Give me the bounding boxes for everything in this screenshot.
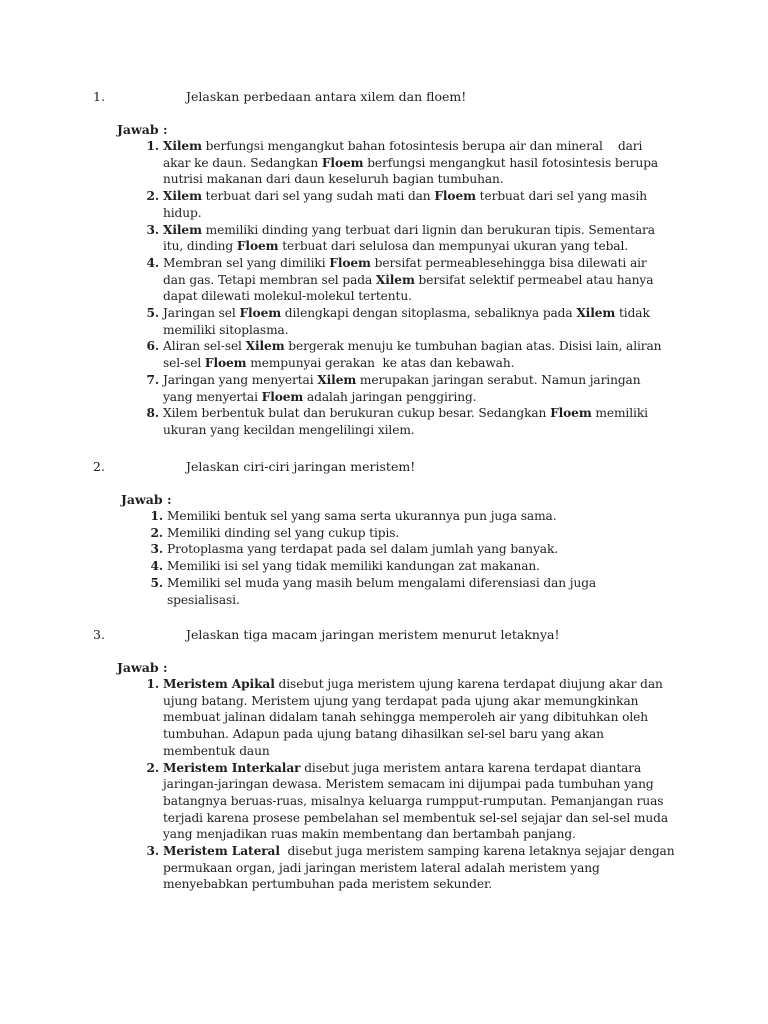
answer-number: 1. bbox=[150, 509, 163, 523]
answer-number: 5. bbox=[150, 575, 163, 590]
answer-text: tumbuhan. Adapun pada ujung batang dihasilkan sel-sel baru yang akan bbox=[163, 727, 604, 742]
answer-text: jaringan-jaringan dewasa. Meristem semacam ini dijumpai pada tumbuhan yang bbox=[163, 777, 654, 792]
answer-text: Xilem berbentuk bulat dan berukuran cukup besar. Sedangkan bbox=[163, 406, 551, 421]
question-3-answer-label: Jawab : bbox=[117, 660, 168, 675]
answer-number: 2. bbox=[150, 525, 163, 540]
answer-item bbox=[150, 508, 687, 525]
answer-text: menyebabkan pertumbuhan pada meristem sekunder. bbox=[163, 877, 493, 892]
answer-item bbox=[150, 575, 687, 608]
answer-text: spesialisasi. bbox=[167, 592, 240, 607]
answer-text: bersifat permeablesehingga bisa dilewati air bbox=[370, 255, 647, 270]
answer-text: Membran sel yang dimiliki bbox=[163, 255, 330, 270]
answer-item bbox=[146, 405, 703, 438]
answer-text: membentuk daun bbox=[163, 743, 270, 758]
answer-text: memiliki dinding yang terbuat dari lignin dan berukuran tipis. Sementara bbox=[201, 222, 655, 237]
question-2-number: 2. bbox=[93, 459, 105, 474]
answer-text: merupakan jaringan serabut. Namun jaringan bbox=[356, 372, 641, 387]
answer-number: 3. bbox=[150, 542, 163, 557]
answer-number: 3. bbox=[146, 222, 159, 237]
answer-text: batangnya beruas-ruas, misalnya keluarga rumpput-rumputan. Pemanjangan ruas bbox=[163, 793, 664, 808]
answer-text: disebut juga meristem samping karena letaknya sejajar dengan bbox=[279, 844, 675, 859]
answer-text: akar ke daun. Sedangkan bbox=[163, 155, 322, 170]
answer-text: nutrisi makanan dari daun keseluruh bagian tumbuhan. bbox=[163, 172, 504, 187]
answer-text: Jaringan sel bbox=[163, 306, 240, 321]
answer-number: 7. bbox=[146, 372, 159, 387]
answer-item bbox=[146, 676, 723, 760]
question-3-text: Jelaskan tiga macam jaringan meristem menurut letaknya! bbox=[186, 627, 560, 642]
answer-text: permukaan organ, jadi jaringan meristem lateral adalah meristem yang bbox=[163, 860, 600, 875]
answer-bold-term: Xilem bbox=[576, 306, 616, 321]
answer-item bbox=[146, 188, 703, 221]
answer-number: 2. bbox=[146, 760, 159, 775]
answer-text: memiliki sitoplasma. bbox=[163, 322, 289, 337]
answer-text: ujung batang. Meristem ujung yang terdapat pada ujung akar memungkinkan bbox=[163, 693, 639, 708]
answer-bold-term: Meristem Lateral bbox=[163, 844, 280, 859]
answer-text: Memiliki bentuk sel yang sama serta ukurannya pun juga sama. bbox=[167, 509, 557, 523]
answer-text: berfungsi mengangkut hasil fotosintesis berupa bbox=[363, 155, 659, 170]
answer-text: Memiliki isi sel yang tidak memiliki kandungan zat makanan. bbox=[167, 559, 540, 574]
answer-item bbox=[146, 843, 723, 893]
answer-number: 1. bbox=[146, 139, 159, 153]
answer-text: Aliran sel-sel bbox=[163, 339, 246, 354]
answer-item bbox=[146, 138, 703, 188]
question-2-answer-label: Jawab : bbox=[121, 492, 172, 507]
answer-text: disebut juga meristem antara karena terdapat diantara bbox=[300, 760, 642, 775]
answer-number: 3. bbox=[146, 844, 159, 859]
answer-bold-term: Xilem bbox=[317, 372, 357, 387]
answer-text: terbuat dari sel yang masih bbox=[475, 189, 648, 204]
answer-text: disebut juga meristem ujung karena terdapat diujung akar dan bbox=[274, 677, 663, 691]
answer-item bbox=[146, 305, 703, 338]
answer-bold-term: Floem bbox=[321, 155, 364, 170]
answer-bold-term: Floem bbox=[236, 239, 279, 254]
answer-item bbox=[150, 558, 687, 575]
answer-bold-term: Meristem Apikal bbox=[163, 677, 275, 691]
question-1-answer-label: Jawab : bbox=[117, 122, 168, 137]
answer-number: 1. bbox=[146, 677, 159, 691]
answer-text: terbuat dari sel yang sudah mati dan bbox=[201, 189, 435, 204]
answer-number: 6. bbox=[146, 339, 159, 354]
answer-text: Memiliki sel muda yang masih belum mengalami diferensiasi dan juga bbox=[167, 575, 597, 590]
answer-text: mempunyai gerakan ke atas dan kebawah. bbox=[246, 356, 515, 371]
answer-text: hidup. bbox=[163, 205, 202, 220]
answer-bold-term: Floem bbox=[434, 189, 476, 204]
answer-item bbox=[150, 541, 687, 558]
answer-text: berfungsi mengangkut bahan fotosintesis berupa air dan mineral dari bbox=[201, 139, 643, 153]
answer-text: membuat jalinan didalam tanah sehingga memperoleh air yang dibituhkan oleh bbox=[163, 710, 649, 725]
question-3-answer-list bbox=[146, 676, 723, 893]
answer-text: tidak bbox=[615, 306, 650, 321]
question-3-number: 3. bbox=[93, 627, 105, 642]
answer-item bbox=[146, 338, 703, 371]
answer-text: yang menyertai bbox=[163, 389, 262, 404]
question-2-answer-list bbox=[150, 508, 687, 608]
answer-text: itu, dinding bbox=[163, 239, 237, 254]
answer-bold-term: Floem bbox=[550, 406, 592, 421]
question-1-text: Jelaskan perbedaan antara xilem dan floem! bbox=[186, 89, 467, 104]
answer-number: 5. bbox=[146, 306, 159, 321]
answer-bold-term: Xilem bbox=[163, 222, 202, 237]
answer-item bbox=[150, 525, 687, 542]
answer-bold-term: Floem bbox=[239, 306, 282, 321]
answer-bold-term: Xilem bbox=[163, 189, 202, 204]
answer-text: Jaringan yang menyertai bbox=[163, 372, 318, 387]
answer-number: 8. bbox=[146, 406, 159, 421]
answer-item bbox=[146, 222, 703, 255]
answer-item bbox=[146, 372, 703, 405]
answer-text: terbuat dari selulosa dan mempunyai ukuran yang tebal. bbox=[278, 239, 629, 254]
answer-bold-term: Xilem bbox=[245, 339, 285, 354]
answer-bold-term: Xilem bbox=[163, 139, 202, 153]
answer-bold-term: Floem bbox=[329, 255, 371, 270]
answer-item bbox=[146, 255, 703, 305]
answer-text: dapat dilewati molekul-molekul tertentu. bbox=[163, 289, 412, 304]
answer-number: 2. bbox=[146, 189, 159, 204]
answer-text: dan gas. Tetapi membran sel pada bbox=[163, 272, 376, 287]
question-2-text: Jelaskan ciri-ciri jaringan meristem! bbox=[186, 459, 416, 474]
answer-bold-term: Floem bbox=[204, 356, 247, 371]
answer-number: 4. bbox=[150, 559, 163, 574]
answer-bold-term: Meristem Interkalar bbox=[163, 760, 301, 775]
answer-text: bersifat selektif permeabel atau hanya bbox=[414, 272, 654, 287]
answer-text: ukuran yang kecildan mengelilingi xilem. bbox=[163, 422, 415, 437]
answer-text: dilengkapi dengan sitoplasma, sebaliknya pada bbox=[281, 306, 577, 321]
answer-bold-term: Floem bbox=[261, 389, 304, 404]
answer-text: bergerak menuju ke tumbuhan bagian atas. Disisi lain, aliran bbox=[284, 339, 662, 354]
answer-bold-term: Xilem bbox=[375, 272, 415, 287]
answer-text: adalah jaringan penggiring. bbox=[303, 389, 477, 404]
question-1-answer-list bbox=[146, 138, 703, 439]
answer-number: 4. bbox=[146, 255, 159, 270]
answer-text: terjadi karena prosese pembelahan sel membentuk sel-sel sejajar dan sel-sel muda bbox=[163, 810, 668, 825]
answer-text: memiliki bbox=[591, 406, 648, 421]
question-1-number: 1. bbox=[93, 89, 105, 104]
answer-text: yang menjadikan ruas makin membentang dan bertambah panjang. bbox=[163, 827, 576, 842]
answer-text: sel-sel bbox=[163, 356, 205, 371]
answer-text: Protoplasma yang terdapat pada sel dalam jumlah yang banyak. bbox=[167, 542, 559, 557]
answer-item bbox=[146, 760, 723, 844]
answer-text: Memiliki dinding sel yang cukup tipis. bbox=[167, 525, 400, 540]
